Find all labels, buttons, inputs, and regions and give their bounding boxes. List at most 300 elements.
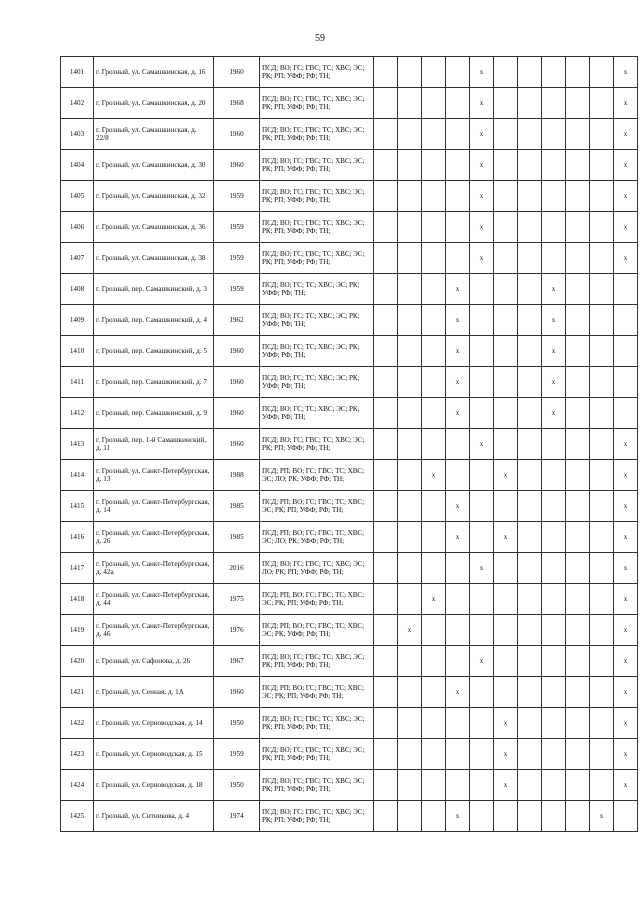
mark-cell [398, 212, 422, 243]
mark-cell [614, 305, 638, 336]
mark-cell [566, 212, 590, 243]
mark-cell [566, 553, 590, 584]
mark-cell [518, 243, 542, 274]
row-number: 1409 [61, 305, 94, 336]
mark-cell [590, 677, 614, 708]
mark-cell: x [470, 57, 494, 88]
mark-cell [518, 739, 542, 770]
mark-cell [422, 119, 446, 150]
mark-cell [614, 801, 638, 832]
mark-cell: x [422, 460, 446, 491]
mark-cell: x [446, 522, 470, 553]
mark-cell [494, 553, 518, 584]
mark-cell [422, 367, 446, 398]
mark-cell [398, 708, 422, 739]
mark-cell [566, 243, 590, 274]
year-cell: 1985 [214, 522, 260, 553]
mark-cell [398, 57, 422, 88]
mark-cell [422, 646, 446, 677]
services-cell: ПСД; ВО; ГС; ГВС; ТС; ХВС; ЭС; РК; РП; УФФ; РФ; ТН; [260, 88, 374, 119]
mark-cell [590, 770, 614, 801]
mark-cell: x [446, 491, 470, 522]
row-number: 1420 [61, 646, 94, 677]
mark-cell: x [614, 708, 638, 739]
mark-cell [614, 274, 638, 305]
mark-cell [398, 522, 422, 553]
mark-cell [518, 522, 542, 553]
row-number: 1410 [61, 336, 94, 367]
address-cell: г. Грозный, ул. Санкт-Петербургская, д. 26 [94, 522, 214, 553]
mark-cell [398, 553, 422, 584]
table-row [61, 119, 638, 150]
year-cell: 1959 [214, 739, 260, 770]
year-cell: 1960 [214, 336, 260, 367]
mark-cell [398, 429, 422, 460]
year-cell: 1959 [214, 243, 260, 274]
mark-cell [590, 305, 614, 336]
mark-cell [470, 305, 494, 336]
services-cell: ПСД; ВО; ГС; ГВС; ТС; ХВС; ЭС; РК; РП; УФФ; РФ; ТН; [260, 57, 374, 88]
address-cell: г. Грозный, ул. Санкт-Петербургская, д. 14 [94, 491, 214, 522]
mark-cell: x [446, 677, 470, 708]
mark-cell [590, 119, 614, 150]
mark-cell [422, 553, 446, 584]
address-cell: г. Грозный, ул. Самашкинская, д. 36 [94, 212, 214, 243]
mark-cell [422, 243, 446, 274]
year-cell: 1959 [214, 212, 260, 243]
mark-cell [542, 677, 566, 708]
table-row [61, 708, 638, 739]
mark-cell [374, 646, 398, 677]
mark-cell: x [470, 88, 494, 119]
mark-cell [494, 801, 518, 832]
mark-cell [566, 491, 590, 522]
mark-cell [542, 801, 566, 832]
mark-cell [398, 367, 422, 398]
mark-cell [446, 88, 470, 119]
services-cell: ПСД; ВО; ГС; ТС; ХВС; ЭС; РК; УФФ; РФ; ТН; [260, 274, 374, 305]
year-cell: 1960 [214, 677, 260, 708]
mark-cell: x [470, 646, 494, 677]
mark-cell [590, 243, 614, 274]
year-cell: 1960 [214, 119, 260, 150]
mark-cell [542, 584, 566, 615]
services-cell: ПСД; ВО; ГС; ТС; ХВС; ЭС; РК; УФФ; РФ; ТН; [260, 305, 374, 336]
mark-cell [590, 57, 614, 88]
table-row [61, 677, 638, 708]
mark-cell [518, 150, 542, 181]
page-number: 59 [315, 33, 325, 44]
mark-cell [566, 274, 590, 305]
mark-cell [374, 398, 398, 429]
mark-cell [446, 646, 470, 677]
year-cell: 1960 [214, 367, 260, 398]
mark-cell [566, 615, 590, 646]
mark-cell [422, 305, 446, 336]
mark-cell [398, 801, 422, 832]
mark-cell: x [614, 646, 638, 677]
mark-cell [542, 88, 566, 119]
row-number: 1414 [61, 460, 94, 491]
mark-cell [374, 801, 398, 832]
table-row [61, 367, 638, 398]
mark-cell [470, 522, 494, 553]
mark-cell [398, 150, 422, 181]
mark-cell [566, 677, 590, 708]
year-cell: 1950 [214, 708, 260, 739]
year-cell: 1976 [214, 615, 260, 646]
mark-cell [566, 88, 590, 119]
table-row [61, 553, 638, 584]
row-number: 1402 [61, 88, 94, 119]
row-number: 1406 [61, 212, 94, 243]
mark-cell: x [614, 553, 638, 584]
mark-cell [518, 677, 542, 708]
mark-cell [494, 677, 518, 708]
mark-cell [446, 212, 470, 243]
mark-cell [542, 553, 566, 584]
mark-cell [446, 584, 470, 615]
year-cell: 1974 [214, 801, 260, 832]
mark-cell [422, 739, 446, 770]
row-number: 1404 [61, 150, 94, 181]
mark-cell: x [614, 522, 638, 553]
row-number: 1403 [61, 119, 94, 150]
mark-cell [470, 708, 494, 739]
services-cell: ПСД; ВО; ГС; ГВС; ТС; ХВС; ЭС; РК; РП; УФФ; РФ; ТН; [260, 429, 374, 460]
services-cell: ПСД; РП; ВО; ГС; ГВС; ТС; ХВС; ЭС; РК; РП; УФФ; РФ; ТН; [260, 677, 374, 708]
row-number: 1423 [61, 739, 94, 770]
mark-cell: x [398, 615, 422, 646]
mark-cell [518, 274, 542, 305]
mark-cell [614, 336, 638, 367]
table-row [61, 801, 638, 832]
mark-cell: x [470, 212, 494, 243]
services-cell: ПСД; ВО; ГС; ГВС; ТС; ХВС; ЭС; РК; РП; УФФ; РФ; ТН; [260, 708, 374, 739]
mark-cell [494, 274, 518, 305]
mark-cell [422, 274, 446, 305]
row-number: 1419 [61, 615, 94, 646]
mark-cell [494, 584, 518, 615]
mark-cell [446, 243, 470, 274]
table-row [61, 212, 638, 243]
mark-cell [494, 150, 518, 181]
mark-cell: x [494, 460, 518, 491]
address-cell: г. Грозный, ул. Самашкинская, д. 16 [94, 57, 214, 88]
mark-cell [374, 429, 398, 460]
mark-cell [566, 429, 590, 460]
mark-cell [374, 212, 398, 243]
mark-cell [590, 553, 614, 584]
mark-cell [494, 491, 518, 522]
address-cell: г. Грозный, ул. Серноводская, д. 18 [94, 770, 214, 801]
mark-cell: x [446, 398, 470, 429]
year-cell: 1959 [214, 181, 260, 212]
mark-cell [518, 57, 542, 88]
address-cell: г. Грозный, ул. Серноводская, д. 15 [94, 739, 214, 770]
mark-cell: x [614, 584, 638, 615]
mark-cell: x [494, 770, 518, 801]
mark-cell [470, 367, 494, 398]
year-cell: 1960 [214, 57, 260, 88]
year-cell: 1975 [214, 584, 260, 615]
mark-cell [374, 739, 398, 770]
mark-cell [374, 553, 398, 584]
mark-cell [542, 243, 566, 274]
services-cell: ПСД; РП; ВО; ГС; ГВС; ТС; ХВС; ЭС; ЛО; РК; УФФ; РФ; ТН; [260, 460, 374, 491]
mark-cell [494, 243, 518, 274]
mark-cell [374, 119, 398, 150]
mark-cell [374, 336, 398, 367]
services-cell: ПСД; ВО; ГС; ГВС; ТС; ХВС; ЭС; РК; РП; УФФ; РФ; ТН; [260, 243, 374, 274]
mark-cell [614, 398, 638, 429]
row-number: 1408 [61, 274, 94, 305]
mark-cell [398, 243, 422, 274]
year-cell: 1968 [214, 88, 260, 119]
mark-cell [422, 801, 446, 832]
address-cell: г. Грозный, ул. Санкт-Петербургская, д. 44 [94, 584, 214, 615]
mark-cell [446, 770, 470, 801]
mark-cell [494, 181, 518, 212]
table-row [61, 522, 638, 553]
mark-cell [566, 739, 590, 770]
mark-cell [422, 522, 446, 553]
mark-cell: x [614, 243, 638, 274]
mark-cell: x [494, 739, 518, 770]
mark-cell: x [446, 801, 470, 832]
year-cell: 1967 [214, 646, 260, 677]
mark-cell [470, 677, 494, 708]
mark-cell [374, 615, 398, 646]
year-cell: 1988 [214, 460, 260, 491]
table-body [61, 57, 638, 832]
address-cell: г. Грозный, ул. Самашкинская, д. 32 [94, 181, 214, 212]
mark-cell [422, 677, 446, 708]
mark-cell: x [446, 274, 470, 305]
mark-cell [566, 708, 590, 739]
mark-cell [518, 491, 542, 522]
mark-cell [374, 243, 398, 274]
mark-cell [470, 615, 494, 646]
mark-cell [422, 181, 446, 212]
mark-cell [398, 119, 422, 150]
mark-cell: x [590, 801, 614, 832]
mark-cell [542, 646, 566, 677]
mark-cell [542, 150, 566, 181]
table-row [61, 429, 638, 460]
mark-cell [398, 491, 422, 522]
mark-cell [494, 88, 518, 119]
mark-cell [374, 677, 398, 708]
services-cell: ПСД; ВО; ГС; ТС; ХВС; ЭС; РК; УФФ; РФ; ТН; [260, 367, 374, 398]
services-cell: ПСД; РП; ВО; ГС; ГВС; ТС; ХВС; ЭС; РК; РП; УФФ; РФ; ТН; [260, 584, 374, 615]
year-cell: 1950 [214, 770, 260, 801]
year-cell: 1960 [214, 398, 260, 429]
row-number: 1418 [61, 584, 94, 615]
mark-cell [470, 274, 494, 305]
services-cell: ПСД; РП; ВО; ГС; ГВС; ТС; ХВС; ЭС; ЛО; РК; УФФ; РФ; ТН; [260, 522, 374, 553]
mark-cell [398, 305, 422, 336]
address-cell: г. Грозный, пер. Самашкинский, д. 9 [94, 398, 214, 429]
mark-cell [590, 739, 614, 770]
mark-cell [566, 181, 590, 212]
mark-cell [566, 305, 590, 336]
mark-cell [470, 584, 494, 615]
mark-cell: x [494, 522, 518, 553]
row-number: 1417 [61, 553, 94, 584]
address-cell: г. Грозный, пер. Самашкинский, д. 3 [94, 274, 214, 305]
mark-cell [470, 491, 494, 522]
mark-cell [566, 584, 590, 615]
mark-cell: x [446, 305, 470, 336]
mark-cell [374, 274, 398, 305]
mark-cell [566, 367, 590, 398]
mark-cell [518, 646, 542, 677]
mark-cell: x [614, 770, 638, 801]
row-number: 1412 [61, 398, 94, 429]
address-cell: г. Грозный, ул. Самашкинская, д. 20 [94, 88, 214, 119]
mark-cell [422, 88, 446, 119]
mark-cell [494, 336, 518, 367]
mark-cell [494, 119, 518, 150]
mark-cell: x [542, 367, 566, 398]
mark-cell: x [446, 336, 470, 367]
mark-cell: x [470, 429, 494, 460]
mark-cell [470, 460, 494, 491]
mark-cell: x [614, 57, 638, 88]
mark-cell [566, 119, 590, 150]
mark-cell [518, 181, 542, 212]
mark-cell [566, 336, 590, 367]
address-cell: г. Грозный, пер. Самашкинский, д. 7 [94, 367, 214, 398]
mark-cell [446, 460, 470, 491]
mark-cell [518, 615, 542, 646]
table-row [61, 584, 638, 615]
mark-cell [590, 491, 614, 522]
mark-cell [614, 367, 638, 398]
services-cell: ПСД; ВО; ГС; ГВС; ТС; ХВС; ЭС; РК; РП; УФФ; РФ; ТН; [260, 739, 374, 770]
mark-cell [398, 677, 422, 708]
mark-cell [590, 398, 614, 429]
mark-cell [518, 367, 542, 398]
address-cell: г. Грозный, ул. Серноводская, д. 14 [94, 708, 214, 739]
mark-cell [590, 615, 614, 646]
mark-cell [542, 460, 566, 491]
mark-cell [446, 708, 470, 739]
mark-cell [542, 212, 566, 243]
table-row [61, 460, 638, 491]
mark-cell [446, 119, 470, 150]
mark-cell [542, 181, 566, 212]
mark-cell [494, 367, 518, 398]
address-cell: г. Грозный, пер. Самашкинский, д. 5 [94, 336, 214, 367]
mark-cell [566, 150, 590, 181]
mark-cell [374, 522, 398, 553]
mark-cell [494, 305, 518, 336]
year-cell: 1962 [214, 305, 260, 336]
mark-cell [494, 212, 518, 243]
mark-cell [398, 460, 422, 491]
table-row [61, 491, 638, 522]
year-cell: 2016 [214, 553, 260, 584]
row-number: 1422 [61, 708, 94, 739]
mark-cell [566, 522, 590, 553]
mark-cell [494, 398, 518, 429]
mark-cell [518, 770, 542, 801]
mark-cell [446, 615, 470, 646]
mark-cell: x [542, 398, 566, 429]
table-row [61, 770, 638, 801]
table-row [61, 398, 638, 429]
services-cell: ПСД; ВО; ГС; ТС; ХВС; ЭС; РК; УФФ; РФ; ТН; [260, 398, 374, 429]
mark-cell [470, 398, 494, 429]
table-row [61, 57, 638, 88]
mark-cell [374, 584, 398, 615]
mark-cell [518, 88, 542, 119]
address-cell: г. Грозный, ул. Самашкинская, д. 22/8 [94, 119, 214, 150]
table-row [61, 243, 638, 274]
mark-cell [518, 708, 542, 739]
mark-cell [374, 150, 398, 181]
mark-cell: x [542, 274, 566, 305]
mark-cell [398, 770, 422, 801]
address-cell: г. Грозный, ул. Сафонова, д. 26 [94, 646, 214, 677]
mark-cell: x [494, 708, 518, 739]
row-number: 1416 [61, 522, 94, 553]
mark-cell [566, 646, 590, 677]
address-cell: г. Грозный, ул. Самашкинская, д. 38 [94, 243, 214, 274]
mark-cell: x [614, 615, 638, 646]
mark-cell [374, 460, 398, 491]
mark-cell [518, 212, 542, 243]
mark-cell [518, 553, 542, 584]
mark-cell [398, 181, 422, 212]
address-cell: г. Грозный, ул. Сенная, д. 1А [94, 677, 214, 708]
mark-cell [422, 770, 446, 801]
mark-cell [422, 398, 446, 429]
table-row [61, 305, 638, 336]
mark-cell [422, 57, 446, 88]
mark-cell: x [614, 677, 638, 708]
mark-cell [590, 336, 614, 367]
mark-cell [446, 57, 470, 88]
year-cell: 1960 [214, 150, 260, 181]
mark-cell: x [614, 491, 638, 522]
mark-cell [422, 708, 446, 739]
mark-cell [518, 429, 542, 460]
mark-cell: x [470, 243, 494, 274]
row-number: 1421 [61, 677, 94, 708]
mark-cell: x [422, 584, 446, 615]
mark-cell: x [614, 739, 638, 770]
mark-cell [374, 491, 398, 522]
mark-cell [590, 88, 614, 119]
mark-cell [566, 770, 590, 801]
mark-cell [374, 770, 398, 801]
mark-cell: x [470, 119, 494, 150]
year-cell: 1959 [214, 274, 260, 305]
mark-cell [590, 522, 614, 553]
mark-cell [374, 181, 398, 212]
mark-cell: x [614, 212, 638, 243]
services-cell: ПСД; ВО; ГС; ГВС; ТС; ХВС; ЭС; РК; РП; УФФ; РФ; ТН; [260, 770, 374, 801]
services-cell: ПСД; РП; ВО; ГС; ГВС; ТС; ХВС; ЭС; РК; УФФ; РФ; ТН; [260, 615, 374, 646]
mark-cell [518, 305, 542, 336]
mark-cell [398, 88, 422, 119]
mark-cell [374, 57, 398, 88]
mark-cell [470, 336, 494, 367]
mark-cell [374, 708, 398, 739]
